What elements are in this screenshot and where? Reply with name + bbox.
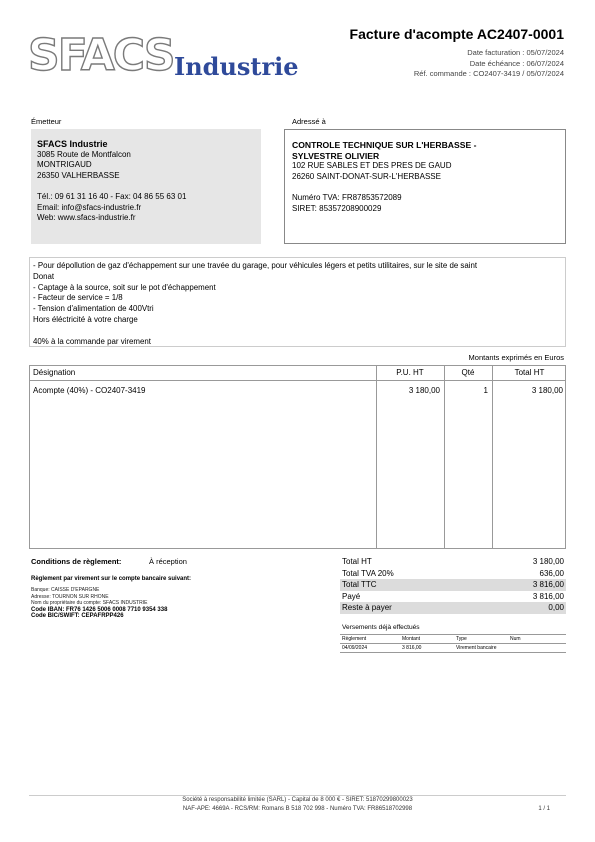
items-table-header bbox=[30, 366, 565, 381]
bank-details bbox=[31, 587, 167, 620]
row-unit-price: 3 180,00 bbox=[408, 386, 440, 395]
recipient-label: Adressé à bbox=[292, 117, 326, 126]
header-unit-price: P.U. HT bbox=[396, 368, 424, 377]
description-line: - Captage à la source, soit sur le pot d'échappement bbox=[33, 282, 216, 292]
description-line: - Pour dépollution de gaz d'échappement sur une travée du garage, pour véhicules légers et petits utilitaires, sur le site de saint bbox=[33, 261, 478, 270]
bank-transfer-title: Règlement par virement sur le compte bancaire suivant: bbox=[31, 576, 192, 582]
row-designation: Acompte (40%) - CO2407-3419 bbox=[33, 386, 146, 395]
payment-type: Virement bancaire bbox=[456, 645, 497, 651]
invoice-title: Facture d'acompte AC2407-0001 bbox=[349, 26, 564, 42]
logo-brand: SFACS bbox=[28, 30, 174, 81]
recipient-box bbox=[284, 129, 566, 244]
payments-header-cell: Montant bbox=[402, 636, 421, 642]
order-reference: Réf. commande : CO2407-3419 / 05/07/2024 bbox=[413, 69, 564, 78]
issuer-email[interactable]: Email: info@sfacs-industrie.fr bbox=[37, 202, 142, 212]
header-total: Total HT bbox=[514, 368, 545, 377]
total-value: 3 816,00 bbox=[532, 591, 564, 601]
payments-header-cell: Type bbox=[456, 636, 467, 642]
logo-suffix: Industrie bbox=[174, 52, 299, 81]
payments-title: Versements déjà effectués bbox=[342, 624, 420, 631]
total-row bbox=[340, 579, 566, 591]
recipient-name: CONTROLE TECHNIQUE SUR L'HERBASSE - bbox=[292, 140, 477, 150]
invoice-meta bbox=[414, 48, 564, 80]
row-total: 3 180,00 bbox=[531, 386, 563, 395]
payments-table bbox=[340, 634, 566, 653]
description-line: - Facteur de service = 1/8 bbox=[33, 293, 123, 303]
issuer-address-line: 3085 Route de Montfalcon bbox=[37, 149, 131, 159]
total-row bbox=[340, 556, 566, 568]
issuer-label: Émetteur bbox=[31, 117, 62, 126]
payment-terms-value: À réception bbox=[149, 557, 187, 566]
row-quantity: 1 bbox=[483, 386, 488, 395]
totals-table bbox=[340, 556, 566, 614]
total-row bbox=[340, 591, 566, 603]
total-row bbox=[340, 568, 566, 580]
recipient-address-line: 102 RUE SABLES ET DES PRES DE GAUD bbox=[292, 161, 452, 171]
footer-legal-line1: Société à responsabilité limitée (SARL) - Capital de 8 000 € - SIRET: 51870299800023 bbox=[182, 797, 413, 803]
payment-row bbox=[340, 644, 566, 653]
iban: Code IBAN: FR76 1426 5006 0008 7710 9354 338 bbox=[31, 606, 168, 613]
currency-note: Montants exprimés en Euros bbox=[468, 353, 564, 362]
company-logo bbox=[28, 30, 299, 81]
issuer-phone: Tél.: 09 61 31 16 40 - Fax: 04 86 55 63 01 bbox=[37, 191, 187, 201]
description-line: - Tension d'alimentation de 400Vtri bbox=[33, 304, 154, 314]
total-label: Payé bbox=[342, 591, 361, 601]
total-value: 3 816,00 bbox=[532, 580, 564, 590]
description-line bbox=[33, 326, 562, 337]
bank-address: Adresse: TOURNON SUR RHONE bbox=[31, 593, 109, 600]
recipient-vat: Numéro TVA: FR87853572089 bbox=[292, 192, 402, 202]
payments-header bbox=[340, 634, 566, 644]
bic-swift: Code BIC/SWIFT: CEPAFRPP426 bbox=[31, 613, 124, 619]
description-line: Donat bbox=[33, 271, 55, 281]
total-label: Reste à payer bbox=[342, 603, 392, 613]
total-value: 0,00 bbox=[548, 603, 564, 613]
issuer-box bbox=[31, 129, 261, 244]
items-table bbox=[29, 365, 566, 549]
total-label: Total TVA 20% bbox=[342, 568, 394, 578]
invoice-date: Date facturation : 05/07/2024 bbox=[467, 48, 564, 57]
payments-header-cell: Num bbox=[510, 636, 521, 642]
recipient-name-cont: SYLVESTRE OLIVIER bbox=[292, 150, 380, 161]
description-box bbox=[29, 257, 566, 347]
total-value: 636,00 bbox=[539, 568, 564, 578]
total-label: Total HT bbox=[342, 557, 372, 566]
payment-terms-label: Conditions de règlement: bbox=[31, 557, 122, 566]
recipient-siret: SIRET: 85357208900029 bbox=[292, 203, 382, 213]
description-line: Hors éléctricité à votre charge bbox=[33, 314, 138, 324]
issuer-address-line: 26350 VALHERBASSE bbox=[37, 170, 120, 180]
description-line: 40% à la commande par virement bbox=[33, 336, 151, 346]
total-value: 3 180,00 bbox=[532, 557, 564, 566]
total-label: Total TTC bbox=[342, 580, 377, 590]
total-row bbox=[340, 602, 566, 614]
footer-legal-line2: NAF-APE: 4669A - RCS/RM: Romans B 518 702 998 - Numéro TVA: FR86518702998 bbox=[182, 806, 413, 812]
recipient-address-line: 26260 SAINT-DONAT-SUR-L'HERBASSE bbox=[292, 171, 441, 181]
payments-header-cell: Règlement bbox=[342, 636, 367, 642]
issuer-website[interactable]: Web: www.sfacs-industrie.fr bbox=[37, 213, 136, 223]
header-designation: Désignation bbox=[33, 368, 76, 377]
header-quantity: Qté bbox=[461, 368, 475, 377]
issuer-name: SFACS Industrie bbox=[37, 139, 108, 149]
payment-date: 04/09/2024 bbox=[342, 645, 368, 651]
footer-divider bbox=[29, 795, 566, 796]
due-date: Date échéance : 06/07/2024 bbox=[469, 58, 564, 68]
payment-amount: 3 816,00 bbox=[402, 645, 422, 651]
bank-name: Banque: CAISSE D'EPARGNE bbox=[31, 587, 100, 593]
account-owner: Nom du propriétaire du compte: SFACS INDUSTRIE bbox=[31, 600, 148, 606]
page-number: 1 / 1 bbox=[538, 806, 550, 812]
issuer-address-line: MONTRIGAUD bbox=[37, 160, 92, 170]
